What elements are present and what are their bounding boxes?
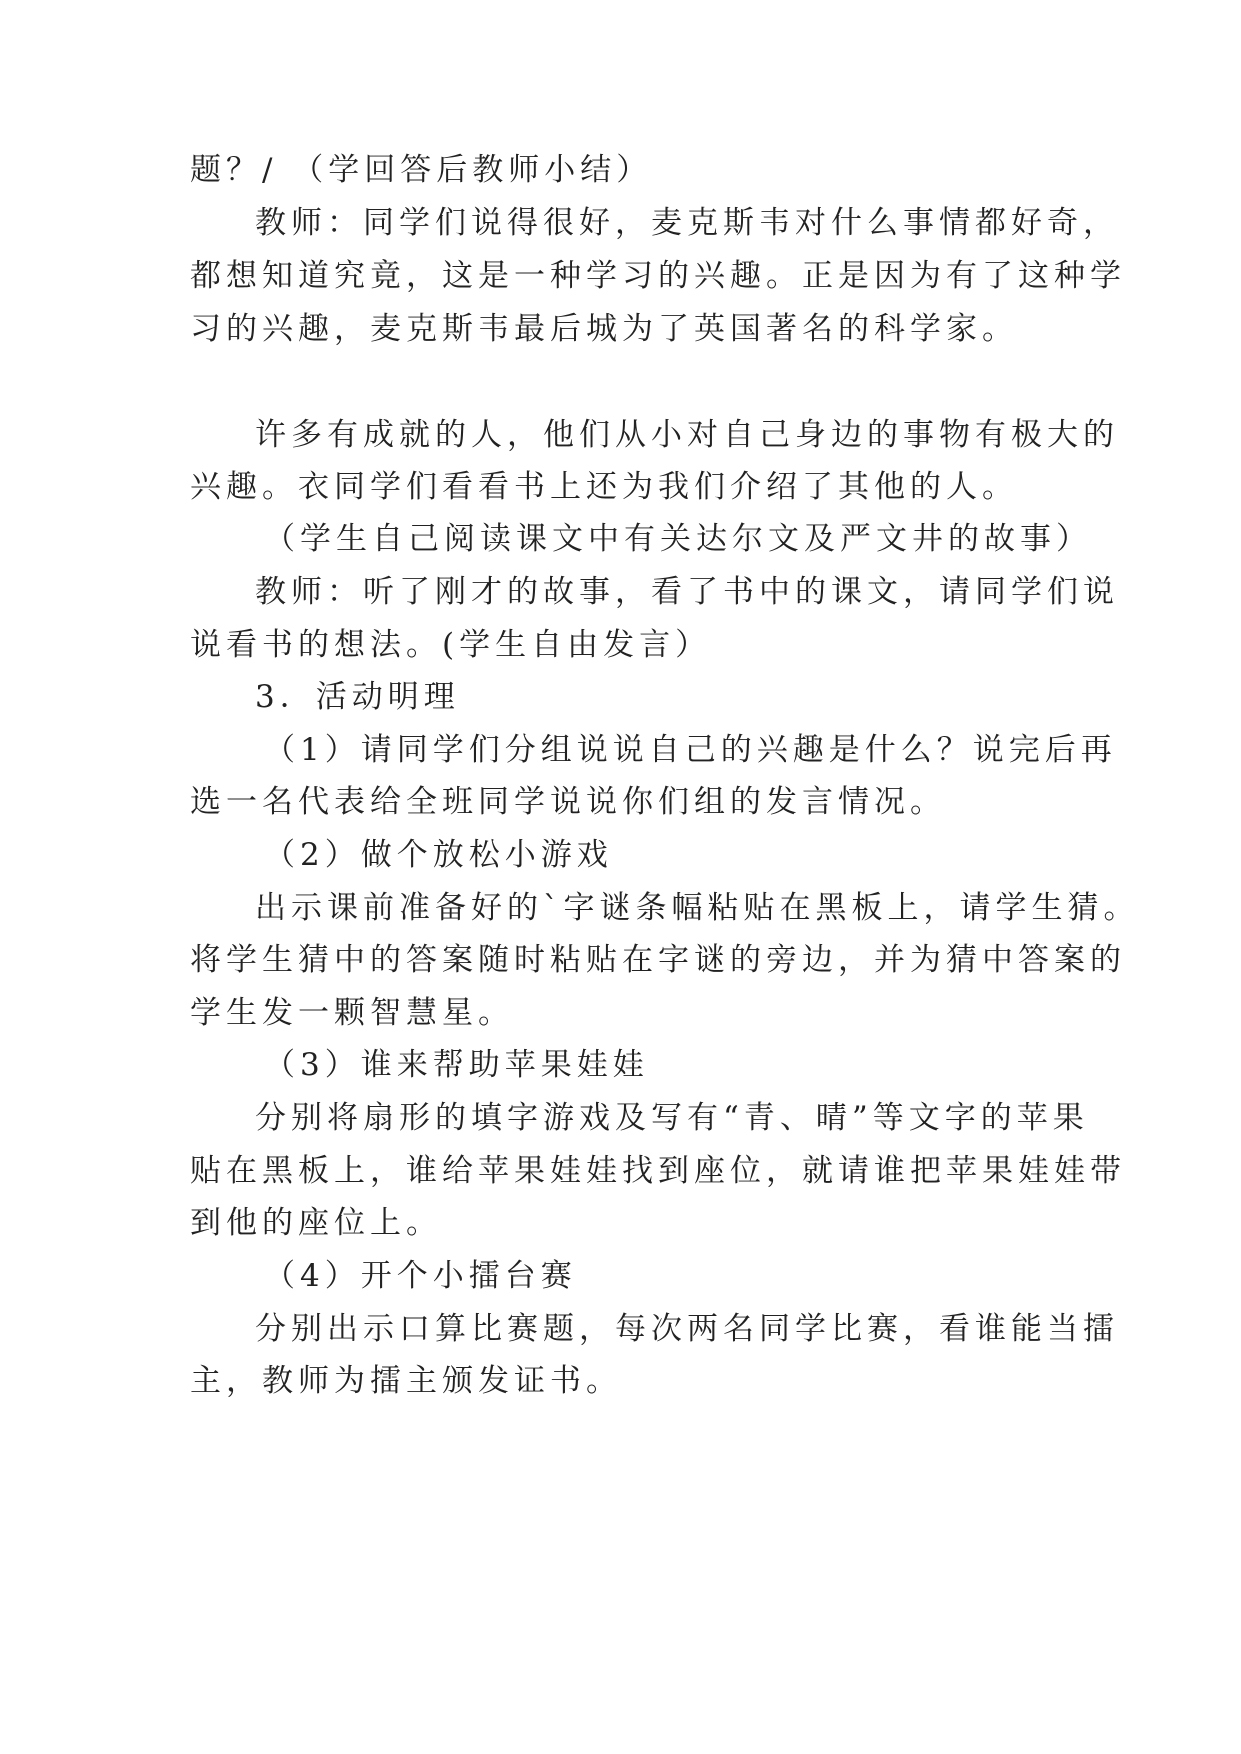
section-heading: 3．活动明理	[255, 679, 460, 715]
text-line: 说看书的想法。(学生自由发言）	[190, 627, 712, 663]
text-line: 兴趣。衣同学们看看书上还为我们介绍了其他的人。	[190, 469, 1018, 505]
text-line: （1）请同学们分组说说自己的兴趣是什么？说完后再	[264, 732, 1117, 768]
text-line: 将学生猜中的答案随时粘贴在字谜的旁边，并为猜中答案的	[190, 942, 1126, 978]
text-line: 教师：同学们说得很好，麦克斯韦对什么事情都好奇，	[255, 205, 1119, 241]
text-line: 分别出示口算比赛题，每次两名同学比赛，看谁能当擂	[255, 1311, 1119, 1347]
text-line: 教师：听了刚才的故事，看了书中的课文，请同学们说	[255, 574, 1119, 610]
sub-heading: （4）开个小擂台赛	[264, 1258, 577, 1294]
text-line: 习的兴趣，麦克斯韦最后城为了英国著名的科学家。	[190, 311, 1018, 347]
text-line: 题？/ （学回答后教师小结）	[190, 152, 653, 188]
text-line: 学生发一颗智慧星。	[190, 995, 514, 1031]
text-line: 出示课前准备好的`字谜条幅粘贴在黑板上，请学生猜。	[255, 890, 1140, 926]
text-line: 分别将扇形的填字游戏及写有“青、晴”等文字的苹果	[255, 1100, 1089, 1136]
text-line: 主，教师为擂主颁发证书。	[190, 1363, 622, 1399]
sub-heading: （3）谁来帮助苹果娃娃	[264, 1047, 649, 1083]
sub-heading: （2）做个放松小游戏	[264, 837, 613, 873]
text-line: 到他的座位上。	[190, 1205, 442, 1241]
text-line: （学生自己阅读课文中有关达尔文及严文井的故事）	[264, 521, 1092, 557]
text-line: 都想知道究竟，这是一种学习的兴趣。正是因为有了这种学	[190, 258, 1126, 294]
text-line: 许多有成就的人，他们从小对自己身边的事物有极大的	[255, 417, 1119, 453]
text-line: 贴在黑板上，谁给苹果娃娃找到座位，就请谁把苹果娃娃带	[190, 1153, 1126, 1189]
text-line: 选一名代表给全班同学说说你们组的发言情况。	[190, 784, 946, 820]
